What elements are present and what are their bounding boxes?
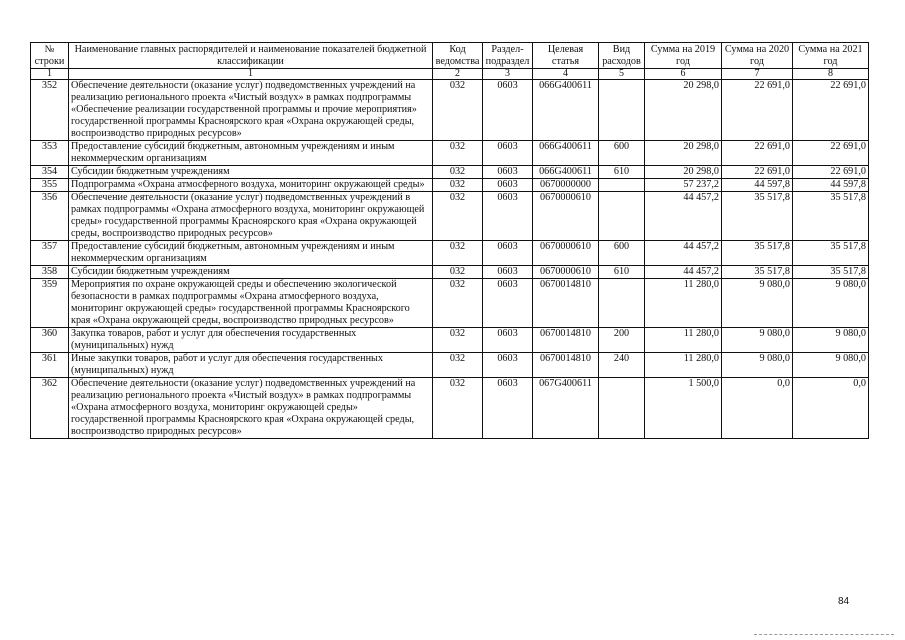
- row-sum-2020: 9 080,0: [722, 328, 793, 353]
- row-section: 0603: [483, 328, 533, 353]
- row-sum-2020: 22 691,0: [722, 80, 793, 141]
- row-sum-2019: 44 457,2: [645, 241, 722, 266]
- table-row: [31, 192, 869, 241]
- row-sum-2021: 44 597,8: [793, 179, 869, 192]
- row-section: 0603: [483, 266, 533, 279]
- column-number: 4: [533, 69, 599, 80]
- row-sum-2019: 11 280,0: [645, 328, 722, 353]
- row-code: 032: [433, 166, 483, 179]
- row-sum-2021: 0,0: [793, 378, 869, 439]
- row-kind: [599, 378, 645, 439]
- row-code: 032: [433, 192, 483, 241]
- row-number: 353: [31, 141, 69, 166]
- row-name: Подпрограмма «Охрана атмосферного воздуха, мониторинг окружающей среды»: [69, 179, 433, 192]
- row-sum-2020: 9 080,0: [722, 353, 793, 378]
- row-code: 032: [433, 279, 483, 328]
- row-sum-2021: 22 691,0: [793, 141, 869, 166]
- table-row: [31, 353, 869, 378]
- row-number: 354: [31, 166, 69, 179]
- row-section: 0603: [483, 378, 533, 439]
- column-number: 3: [483, 69, 533, 80]
- column-number: 1: [31, 69, 69, 80]
- column-number: 7: [722, 69, 793, 80]
- row-target: 0670014810: [533, 353, 599, 378]
- header-section: Раздел-подраздел: [483, 43, 533, 69]
- row-code: 032: [433, 241, 483, 266]
- row-number: 359: [31, 279, 69, 328]
- header-sum-2019: Сумма на 2019 год: [645, 43, 722, 69]
- row-section: 0603: [483, 192, 533, 241]
- column-number: 6: [645, 69, 722, 80]
- row-kind: [599, 279, 645, 328]
- header-code: Код ведомства: [433, 43, 483, 69]
- row-target: 0670014810: [533, 328, 599, 353]
- row-target: 066G400611: [533, 166, 599, 179]
- row-sum-2019: 57 237,2: [645, 179, 722, 192]
- table-row: [31, 166, 869, 179]
- header-kind: Вид расходов: [599, 43, 645, 69]
- row-sum-2020: 44 597,8: [722, 179, 793, 192]
- row-sum-2021: 9 080,0: [793, 353, 869, 378]
- row-kind: [599, 192, 645, 241]
- column-number: 5: [599, 69, 645, 80]
- row-target: 0670000610: [533, 266, 599, 279]
- row-name: Обеспечение деятельности (оказание услуг) подведомственных учреждений в рамках подпрограммы «Охрана атмосферного воздуха, мониторинг окружающей среды» государственной программы Красноярского края «Охрана окружающей среды, воспроизводство природных ресурсов»: [69, 192, 433, 241]
- row-sum-2021: 9 080,0: [793, 328, 869, 353]
- row-target: 0670014810: [533, 279, 599, 328]
- row-sum-2021: 35 517,8: [793, 241, 869, 266]
- row-code: 032: [433, 353, 483, 378]
- row-section: 0603: [483, 279, 533, 328]
- table-row: [31, 266, 869, 279]
- table-row: [31, 241, 869, 266]
- table-body: [31, 80, 869, 439]
- table-row: [31, 141, 869, 166]
- row-target: 0670000610: [533, 192, 599, 241]
- row-sum-2020: 22 691,0: [722, 141, 793, 166]
- row-number: 357: [31, 241, 69, 266]
- column-number-row: [31, 69, 869, 80]
- row-kind: 200: [599, 328, 645, 353]
- budget-table: [30, 42, 869, 439]
- row-sum-2021: 9 080,0: [793, 279, 869, 328]
- row-sum-2021: 22 691,0: [793, 166, 869, 179]
- column-number: 1: [69, 69, 433, 80]
- row-name: Субсидии бюджетным учреждениям: [69, 166, 433, 179]
- row-sum-2019: 44 457,2: [645, 192, 722, 241]
- document-page: [30, 42, 868, 439]
- header-row: [31, 43, 869, 69]
- header-target: Целевая статья: [533, 43, 599, 69]
- header-num: № строки: [31, 43, 69, 69]
- table-row: [31, 378, 869, 439]
- row-number: 352: [31, 80, 69, 141]
- page-number: 84: [838, 596, 850, 607]
- row-section: 0603: [483, 179, 533, 192]
- row-code: 032: [433, 266, 483, 279]
- row-section: 0603: [483, 166, 533, 179]
- column-number: 8: [793, 69, 869, 80]
- table-row: [31, 279, 869, 328]
- row-kind: 610: [599, 166, 645, 179]
- row-number: 362: [31, 378, 69, 439]
- row-target: 066G400611: [533, 80, 599, 141]
- row-sum-2020: 9 080,0: [722, 279, 793, 328]
- row-sum-2021: 35 517,8: [793, 266, 869, 279]
- row-sum-2020: 35 517,8: [722, 266, 793, 279]
- row-sum-2021: 35 517,8: [793, 192, 869, 241]
- row-sum-2020: 35 517,8: [722, 192, 793, 241]
- row-name: Обеспечение деятельности (оказание услуг) подведомственных учреждений на реализацию регионального проекта «Чистый воздух» в рамках подпрограммы «Обеспечение реализации государственной программы и прочие мероприятия» государственной программы Красноярского края «Охрана окружающей среды, воспроизводство природных ресурсов»: [69, 80, 433, 141]
- row-sum-2019: 1 500,0: [645, 378, 722, 439]
- row-name: Предоставление субсидий бюджетным, автономным учреждениям и иным некоммерческим организациям: [69, 241, 433, 266]
- row-number: 356: [31, 192, 69, 241]
- row-target: 066G400611: [533, 141, 599, 166]
- row-name: Предоставление субсидий бюджетным, автономным учреждениям и иным некоммерческим организациям: [69, 141, 433, 166]
- row-kind: [599, 80, 645, 141]
- row-section: 0603: [483, 80, 533, 141]
- row-sum-2019: 20 298,0: [645, 166, 722, 179]
- row-kind: [599, 179, 645, 192]
- row-sum-2019: 20 298,0: [645, 80, 722, 141]
- row-name: Обеспечение деятельности (оказание услуг) подведомственных учреждений на реализацию регионального проекта «Чистый воздух» в рамках подпрограммы «Охрана атмосферного воздуха, мониторинг окружающей среды» государственной программы Красноярского края «Охрана окружающей среды, воспроизводство природных ресурсов»: [69, 378, 433, 439]
- row-section: 0603: [483, 241, 533, 266]
- row-target: 067G400611: [533, 378, 599, 439]
- row-number: 355: [31, 179, 69, 192]
- row-sum-2020: 35 517,8: [722, 241, 793, 266]
- row-sum-2021: 22 691,0: [793, 80, 869, 141]
- row-kind: 600: [599, 241, 645, 266]
- row-number: 358: [31, 266, 69, 279]
- row-kind: 610: [599, 266, 645, 279]
- row-code: 032: [433, 378, 483, 439]
- row-sum-2019: 11 280,0: [645, 279, 722, 328]
- table-row: [31, 80, 869, 141]
- header-sum-2020: Сумма на 2020 год: [722, 43, 793, 69]
- row-code: 032: [433, 328, 483, 353]
- header-name: Наименование главных распорядителей и наименование показателей бюджетной классификации: [69, 43, 433, 69]
- row-code: 032: [433, 141, 483, 166]
- row-name: Иные закупки товаров, работ и услуг для обеспечения государственных (муниципальных) нужд: [69, 353, 433, 378]
- row-name: Субсидии бюджетным учреждениям: [69, 266, 433, 279]
- row-number: 360: [31, 328, 69, 353]
- row-sum-2020: 0,0: [722, 378, 793, 439]
- bottom-dash-divider: [754, 634, 894, 636]
- column-number: 2: [433, 69, 483, 80]
- row-section: 0603: [483, 141, 533, 166]
- table-row: [31, 179, 869, 192]
- row-section: 0603: [483, 353, 533, 378]
- row-kind: 240: [599, 353, 645, 378]
- table-row: [31, 328, 869, 353]
- header-sum-2021: Сумма на 2021 год: [793, 43, 869, 69]
- row-sum-2019: 44 457,2: [645, 266, 722, 279]
- row-name: Закупка товаров, работ и услуг для обеспечения государственных (муниципальных) нужд: [69, 328, 433, 353]
- row-sum-2019: 11 280,0: [645, 353, 722, 378]
- row-sum-2020: 22 691,0: [722, 166, 793, 179]
- row-target: 0670000000: [533, 179, 599, 192]
- row-code: 032: [433, 80, 483, 141]
- row-number: 361: [31, 353, 69, 378]
- row-sum-2019: 20 298,0: [645, 141, 722, 166]
- row-code: 032: [433, 179, 483, 192]
- row-target: 0670000610: [533, 241, 599, 266]
- row-kind: 600: [599, 141, 645, 166]
- row-name: Мероприятия по охране окружающей среды и обеспечению экологической безопасности в рамках подпрограммы «Охрана атмосферного воздуха, мониторинг окружающей среды» государственной программы Красноярского края «Охрана окружающей среды, воспроизводство природных ресурсов»: [69, 279, 433, 328]
